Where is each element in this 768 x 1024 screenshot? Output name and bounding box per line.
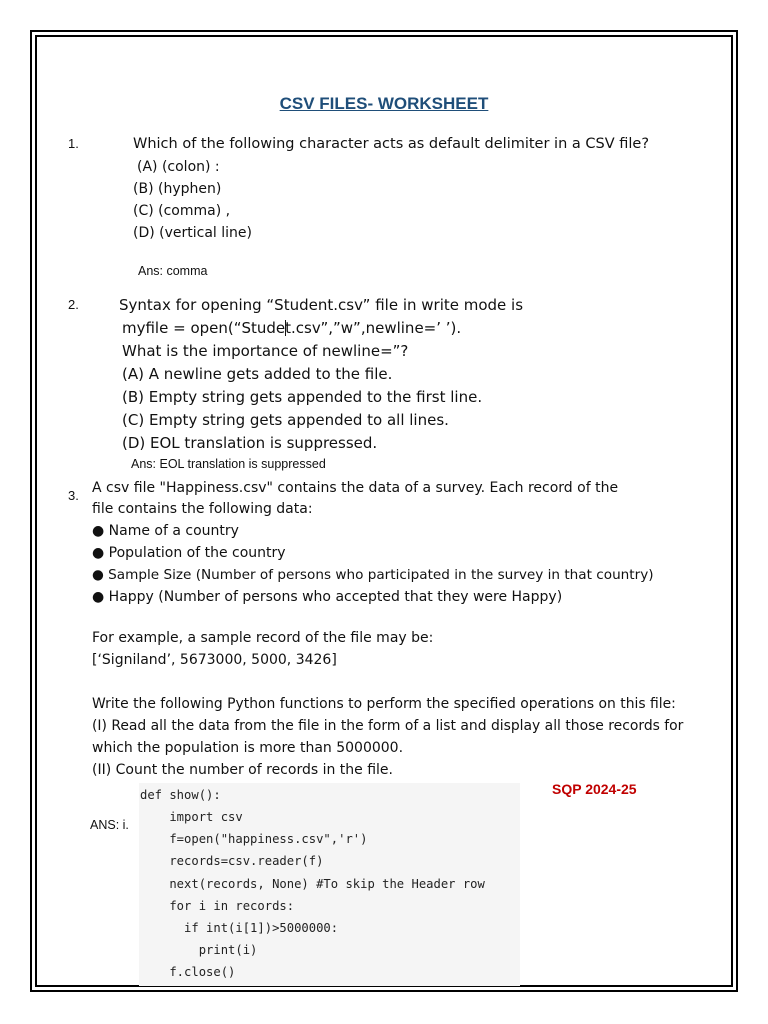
q3-task-line-3: which the population is more than 5000000. (92, 740, 404, 756)
q1-answer: Ans: comma (138, 264, 208, 278)
q1-option-c: (C) (comma) , (133, 203, 231, 219)
code-line: def show(): (140, 788, 221, 802)
q2-option-d: (D) EOL translation is suppressed. (122, 434, 378, 452)
question-3-number: 3. (68, 488, 79, 503)
q3-intro-line-1: A csv file "Happiness.csv" contains the data of a survey. Each record of the (92, 480, 619, 496)
q3-task-line-1: Write the following Python functions to perform the specified operations on this file: (92, 696, 676, 712)
q3-example-line-1: For example, a sample record of the file may be: (92, 630, 434, 646)
q3-answer-label: ANS: i. (90, 818, 129, 832)
code-line: if int(i[1])>5000000: (140, 921, 339, 935)
q3-example-record: [‘Signiland’, 5673000, 5000, 3426] (92, 652, 337, 668)
q3-bullet-2: ● Population of the country (92, 545, 286, 561)
code-line: for i in records: (140, 899, 295, 913)
question-2-number: 2. (68, 297, 79, 312)
q2-option-a: (A) A newline gets added to the file. (122, 365, 393, 383)
code-line: records=csv.reader(f) (140, 854, 324, 868)
question-2-line-2 (122, 319, 461, 337)
sqp-label: SQP 2024-25 (552, 781, 637, 797)
worksheet-title: CSV FILES- WORKSHEET (279, 94, 489, 113)
question-1-text: Which of the following character acts as default delimiter in a CSV file? (133, 136, 650, 152)
code-line: f=open("happiness.csv",'r') (140, 832, 368, 846)
code-line: import csv (140, 810, 243, 824)
q2-code-after-cursor: t.csv”,”w”,newline=’ ’). (285, 319, 462, 337)
q3-task-line-2: (I) Read all the data from the file in the form of a list and display all those records for (92, 718, 684, 734)
q3-task-line-4: (II) Count the number of records in the file. (92, 762, 393, 778)
q2-answer: Ans: EOL translation is suppressed (131, 457, 326, 471)
q2-code-before-cursor: myfile = open(“Stude (122, 319, 286, 337)
code-line: print(i) (140, 943, 258, 957)
q1-option-b: (B) (hyphen) (133, 181, 222, 197)
q1-option-d: (D) (vertical line) (133, 225, 252, 241)
q3-bullet-1: ● Name of a country (92, 523, 239, 539)
question-2-line-1: Syntax for opening “Student.csv” file in write mode is (119, 296, 524, 314)
code-line: next(records, None) #To skip the Header row (140, 877, 485, 891)
question-1-number: 1. (68, 136, 79, 151)
q1-option-a: (A) (colon) : (137, 159, 220, 175)
q2-option-b: (B) Empty string gets appended to the first line. (122, 388, 483, 406)
question-2-line-3: What is the importance of newline=”? (122, 342, 409, 360)
code-line: f.close() (140, 965, 236, 979)
q2-option-c: (C) Empty string gets appended to all lines. (122, 411, 449, 429)
q3-bullet-4: ● Happy (Number of persons who accepted that they were Happy) (92, 589, 563, 605)
q3-bullet-3: ● Sample Size (Number of persons who participated in the survey in that country) (92, 567, 654, 583)
code-block (139, 783, 520, 986)
q3-intro-line-2: file contains the following data: (92, 501, 313, 517)
